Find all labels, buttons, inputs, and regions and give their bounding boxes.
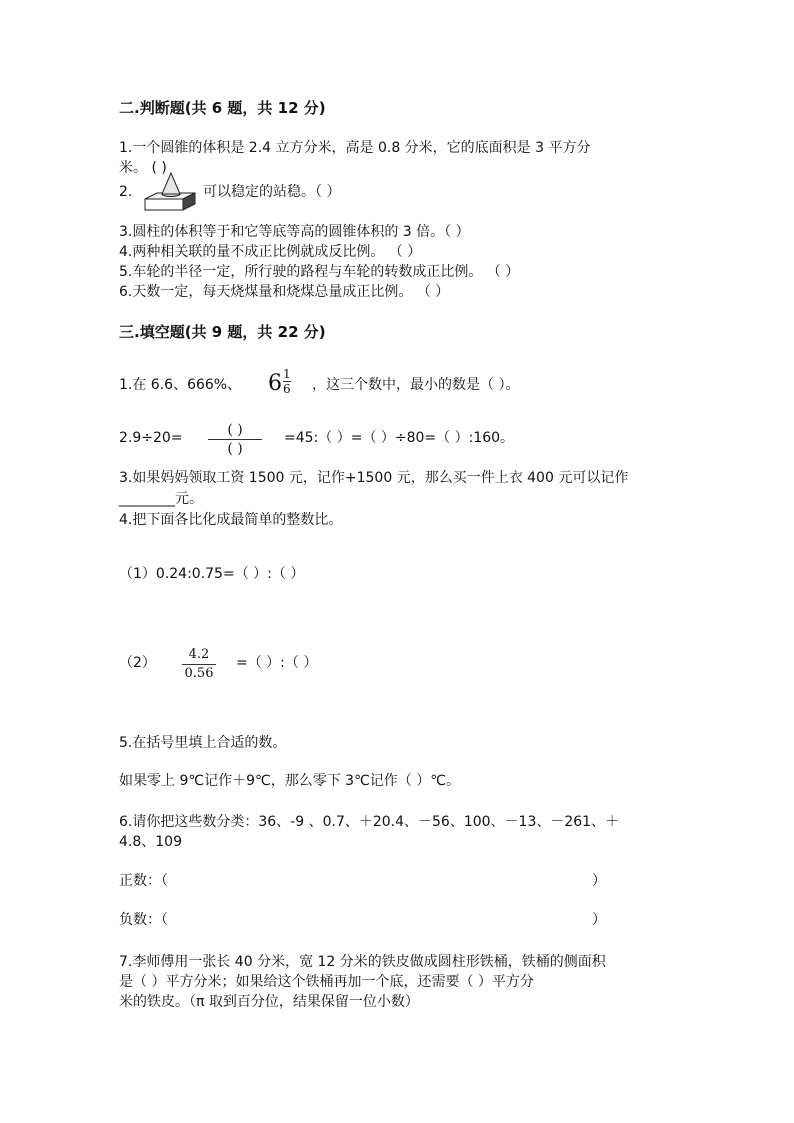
q3-4-2-denominator: 0.56: [184, 666, 214, 681]
q2-5: 5.车轮的半径一定，所行驶的路程与车轮的转数成正比例。 （ ）: [119, 264, 520, 280]
mixed-number: [268, 367, 298, 403]
q2-2-text: 可以稳定的站稳。（ ）: [203, 184, 341, 200]
q3-4-2-label: （2）: [119, 655, 156, 671]
q3-3-line1: 3.如果妈妈领取工资 1500 元，记作+1500 元，那么买一件上衣 400 元可以记作: [119, 470, 629, 486]
q2-6: 6.天数一定，每天烧煤量和烧煤总量成正比例。 （ ）: [119, 284, 450, 300]
q3-2-fraction: [208, 422, 262, 457]
q3-4-2-fraction: [182, 647, 216, 682]
q3-6-line2: 4.8、109: [119, 834, 182, 850]
mixed-fraction: [283, 367, 291, 396]
q3-2-b: =45:（ ）=（ ）÷80=（ ）:160。: [284, 430, 515, 446]
q3-2-denominator: ( ): [227, 441, 243, 457]
section3-title: 三.填空题(共 9 题，共 22 分): [119, 323, 326, 341]
q2-2-number: 2.: [119, 184, 133, 200]
q3-6-positive-label: 正数：（: [119, 873, 168, 889]
q3-2-a: 2.9÷20=: [119, 430, 183, 446]
cone-on-box-image: [141, 167, 197, 215]
q3-5: 5.在括号里填上合适的数。: [119, 735, 287, 751]
q3-4: 4.把下面各比化成最简单的整数比。: [119, 512, 343, 528]
fraction-bar: [182, 664, 216, 665]
mixed-whole: 6: [268, 371, 282, 396]
q3-6-line1: 6.请你把这些数分类：36、-9 、0.7、＋20.4、－56、100、－13、－261、＋: [119, 814, 620, 830]
q2-3: 3.圆柱的体积等于和它等底等高的圆锥体积的 3 倍。（ ）: [119, 224, 470, 240]
q3-2-numerator: ( ): [227, 422, 243, 438]
q3-6-negative-label: 负数：（: [119, 912, 168, 928]
q3-3-line2: ________元。: [119, 491, 203, 507]
q3-7-line3: 米的铁皮。（π 取到百分位，结果保留一位小数）: [119, 994, 419, 1010]
box-front: [145, 199, 183, 210]
q3-6-positive-close: ）: [592, 873, 606, 889]
q3-1-a: 1.在 6.6、666%、: [119, 377, 242, 393]
q3-4-2-b: =（ ）:（ ）: [236, 655, 318, 671]
q3-1-b: ，这三个数中，最小的数是（ ）。: [312, 377, 520, 393]
section2-title: 二.判断题(共 6 题，共 12 分): [119, 99, 326, 117]
q3-6-negative-close: ）: [592, 912, 606, 928]
fraction-bar: [208, 439, 262, 440]
mixed-numerator: 1: [283, 367, 291, 381]
q2-1-line2: 米。 ( ): [119, 160, 167, 176]
q3-7-line1: 7.李师傅用一张长 40 分米，宽 12 分米的铁皮做成圆柱形铁桶，铁桶的侧面积: [119, 954, 606, 970]
q2-4: 4.两种相关联的量不成正比例就成反比例。 （ ）: [119, 244, 422, 260]
q3-4-1: （1）0.24:0.75=（ ）:（ ）: [119, 566, 305, 582]
q3-4-2-numerator: 4.2: [188, 647, 210, 662]
mixed-denominator: 6: [283, 382, 291, 396]
q3-5-text: 如果零上 9℃记作＋9℃，那么零下 3℃记作（ ）℃。: [119, 773, 460, 789]
q2-1-line1: 1.一个圆锥的体积是 2.4 立方分米，高是 0.8 分米，它的底面积是 3 平方分: [119, 140, 591, 156]
q3-7-line2: 是（ ）平方分米；如果给这个铁桶再加一个底，还需要（ ）平方分: [119, 974, 534, 990]
cone-body: [162, 173, 180, 194]
